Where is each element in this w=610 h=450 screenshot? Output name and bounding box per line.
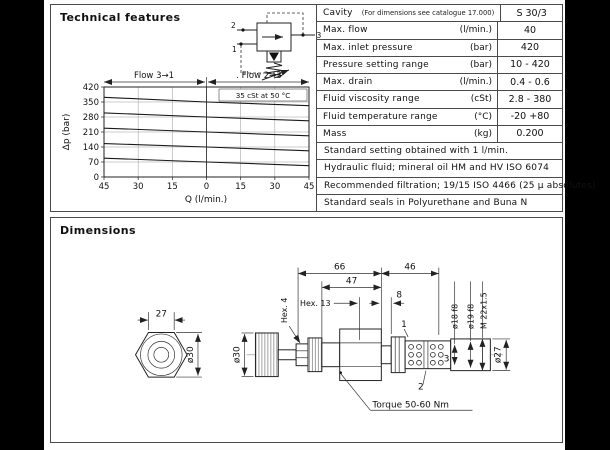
x-tick-label: 15 bbox=[166, 182, 178, 192]
seal-collar bbox=[391, 337, 405, 373]
hex13-label: Hex. 13 bbox=[300, 299, 331, 309]
row-label: Max. inlet pressure bbox=[323, 42, 413, 53]
dim-dia27-label: ø27 bbox=[493, 346, 504, 364]
row-unit: (bar) bbox=[470, 59, 492, 70]
symbol-port-2-label: 2 bbox=[231, 21, 236, 30]
table-row bbox=[317, 91, 562, 108]
cross-hole bbox=[409, 360, 414, 365]
hex-outline bbox=[136, 332, 188, 377]
end-view bbox=[136, 310, 202, 377]
thread-label: M 22x1.5 bbox=[479, 292, 489, 330]
row-value: 40 bbox=[523, 24, 537, 36]
x-tick-label: 30 bbox=[132, 182, 144, 192]
note-text: Standard seals in Polyurethane and Buna N bbox=[324, 197, 528, 208]
cross-hole bbox=[417, 360, 422, 365]
table-row-left bbox=[317, 91, 498, 107]
dimensions-panel bbox=[50, 217, 563, 443]
flow-left-label: Flow 3→1 bbox=[133, 71, 175, 81]
cross-hole bbox=[430, 344, 435, 349]
row-value: 0.200 bbox=[516, 128, 544, 140]
cross-hole bbox=[409, 344, 414, 349]
row-unit: (l/min.) bbox=[459, 25, 492, 36]
y-tick-label: 420 bbox=[82, 83, 99, 93]
dim-dia30-end-label: ø30 bbox=[186, 346, 197, 364]
table-note-row bbox=[317, 178, 596, 195]
table-row-left bbox=[317, 74, 498, 90]
dim-47-label: 47 bbox=[345, 276, 358, 287]
junction-dot bbox=[301, 33, 304, 36]
flow-chart bbox=[59, 69, 329, 213]
dim-dia30-side-label: ø30 bbox=[232, 346, 243, 364]
side-view bbox=[233, 263, 511, 411]
row-value: 0.4 - 0.6 bbox=[510, 76, 550, 88]
port-2-leader bbox=[423, 371, 426, 385]
row-label: Mass bbox=[323, 128, 347, 139]
x-tick-label: 15 bbox=[235, 182, 247, 192]
row-label: Max. drain bbox=[323, 77, 373, 88]
junction-dot bbox=[239, 42, 242, 45]
table-row-left bbox=[317, 109, 498, 125]
y-axis-label: Δp (bar) bbox=[62, 113, 72, 151]
port-1-label: 1 bbox=[401, 320, 407, 331]
torque-note: Torque 50-60 Nm bbox=[372, 400, 449, 411]
dim-66-label: 66 bbox=[334, 262, 346, 273]
note-text: Recommended filtration; 19/15 ISO 4466 (25 μ absolutes) bbox=[324, 180, 596, 191]
port-1-leader bbox=[404, 329, 408, 337]
table-note-row bbox=[317, 143, 562, 160]
dim-46-label: 46 bbox=[404, 262, 416, 273]
row-label: Cavity bbox=[323, 8, 353, 19]
row-note: (For dimensions see catalogue 17.000) bbox=[361, 9, 495, 18]
flow-right-label: . Flow 2→3 bbox=[236, 71, 282, 81]
port-3-label: 3 bbox=[443, 354, 450, 365]
table-row bbox=[317, 40, 562, 57]
table-row-left bbox=[317, 57, 498, 73]
dia19-label: ø19 f8 bbox=[466, 303, 476, 330]
note-text: Hydraulic fluid; mineral oil HM and HV ISO 6074 bbox=[324, 163, 550, 174]
port-2-label: 2 bbox=[418, 382, 424, 393]
dim-27-label: 27 bbox=[155, 309, 167, 320]
cross-hole bbox=[430, 360, 435, 365]
table-row-left bbox=[317, 22, 498, 38]
poppet-triangle-icon bbox=[269, 53, 279, 62]
table-note-row bbox=[317, 160, 562, 177]
neck bbox=[381, 346, 391, 364]
x-tick-label: 30 bbox=[269, 182, 281, 192]
row-value: 10 - 420 bbox=[510, 59, 550, 71]
junction-dot bbox=[241, 28, 244, 31]
row-value: S 30/3 bbox=[516, 7, 547, 19]
row-unit: (kg) bbox=[474, 128, 492, 139]
cross-hole bbox=[438, 352, 443, 357]
cross-hole bbox=[438, 360, 443, 365]
viscosity-annotation: 35 cSt at 50 °C bbox=[235, 90, 291, 100]
row-label: Fluid viscosity range bbox=[323, 94, 420, 105]
table-row-left bbox=[317, 40, 498, 56]
datasheet-page bbox=[44, 0, 596, 450]
cross-hole bbox=[438, 344, 443, 349]
y-tick-label: 70 bbox=[88, 158, 99, 168]
dimensions-title: Dimensions bbox=[60, 224, 136, 237]
adjustment-shaft bbox=[278, 350, 296, 360]
note-text: Standard setting obtained with 1 l/min. bbox=[324, 146, 509, 157]
table-row bbox=[317, 57, 562, 74]
cross-hole bbox=[417, 344, 422, 349]
cross-hole bbox=[417, 352, 422, 357]
adjustment-knob bbox=[255, 333, 278, 377]
row-value: -20 +80 bbox=[510, 111, 550, 123]
table-note-row bbox=[317, 195, 562, 211]
row-label: Pressure setting range bbox=[323, 59, 429, 70]
technical-features-panel bbox=[50, 4, 596, 212]
hex4-screw-end bbox=[296, 344, 308, 366]
table-row-left bbox=[317, 5, 501, 21]
row-value: 2.8 - 380 bbox=[508, 93, 552, 105]
adapter bbox=[322, 343, 340, 367]
y-tick-label: 210 bbox=[82, 128, 99, 138]
table-row bbox=[317, 5, 562, 22]
locknut bbox=[308, 338, 322, 372]
table-row bbox=[317, 109, 562, 126]
y-tick-label: 0 bbox=[93, 173, 99, 183]
row-label: Fluid temperature range bbox=[323, 111, 438, 122]
row-unit: (l/min.) bbox=[459, 77, 492, 88]
symbol-port-3-label: 3 bbox=[316, 31, 321, 40]
row-value: 420 bbox=[520, 42, 540, 54]
row-label: Max. flow bbox=[323, 25, 368, 36]
table-row bbox=[317, 126, 562, 143]
dim-8-label: 8 bbox=[396, 290, 403, 301]
y-tick-label: 140 bbox=[82, 143, 99, 153]
spec-table bbox=[316, 5, 596, 211]
symbol-port-1-label: 1 bbox=[232, 45, 237, 54]
x-axis-label: Q (l/min.) bbox=[184, 195, 228, 205]
row-unit: (bar) bbox=[470, 42, 492, 53]
table-row-left bbox=[317, 126, 498, 142]
spec-table-body bbox=[317, 5, 596, 211]
x-tick-label: 45 bbox=[98, 182, 110, 192]
x-tick-label: 0 bbox=[203, 182, 210, 192]
row-unit: (°C) bbox=[474, 111, 492, 122]
cross-hole bbox=[430, 352, 435, 357]
hex4-label: Hex. 4 bbox=[280, 297, 290, 324]
torque-leader-dot bbox=[339, 371, 342, 374]
table-row bbox=[317, 22, 562, 39]
hex-body bbox=[340, 329, 382, 381]
dimension-drawing bbox=[51, 218, 562, 442]
y-tick-label: 280 bbox=[82, 113, 99, 123]
y-tick-label: 350 bbox=[82, 98, 99, 108]
cross-hole bbox=[409, 352, 414, 357]
technical-features-section bbox=[51, 5, 321, 211]
table-row bbox=[317, 74, 562, 91]
dia18-label: ø18 f8 bbox=[450, 303, 460, 330]
row-unit: (cSt) bbox=[470, 94, 492, 105]
technical-features-title: Technical features bbox=[60, 11, 181, 24]
x-tick-label: 45 bbox=[303, 182, 315, 192]
